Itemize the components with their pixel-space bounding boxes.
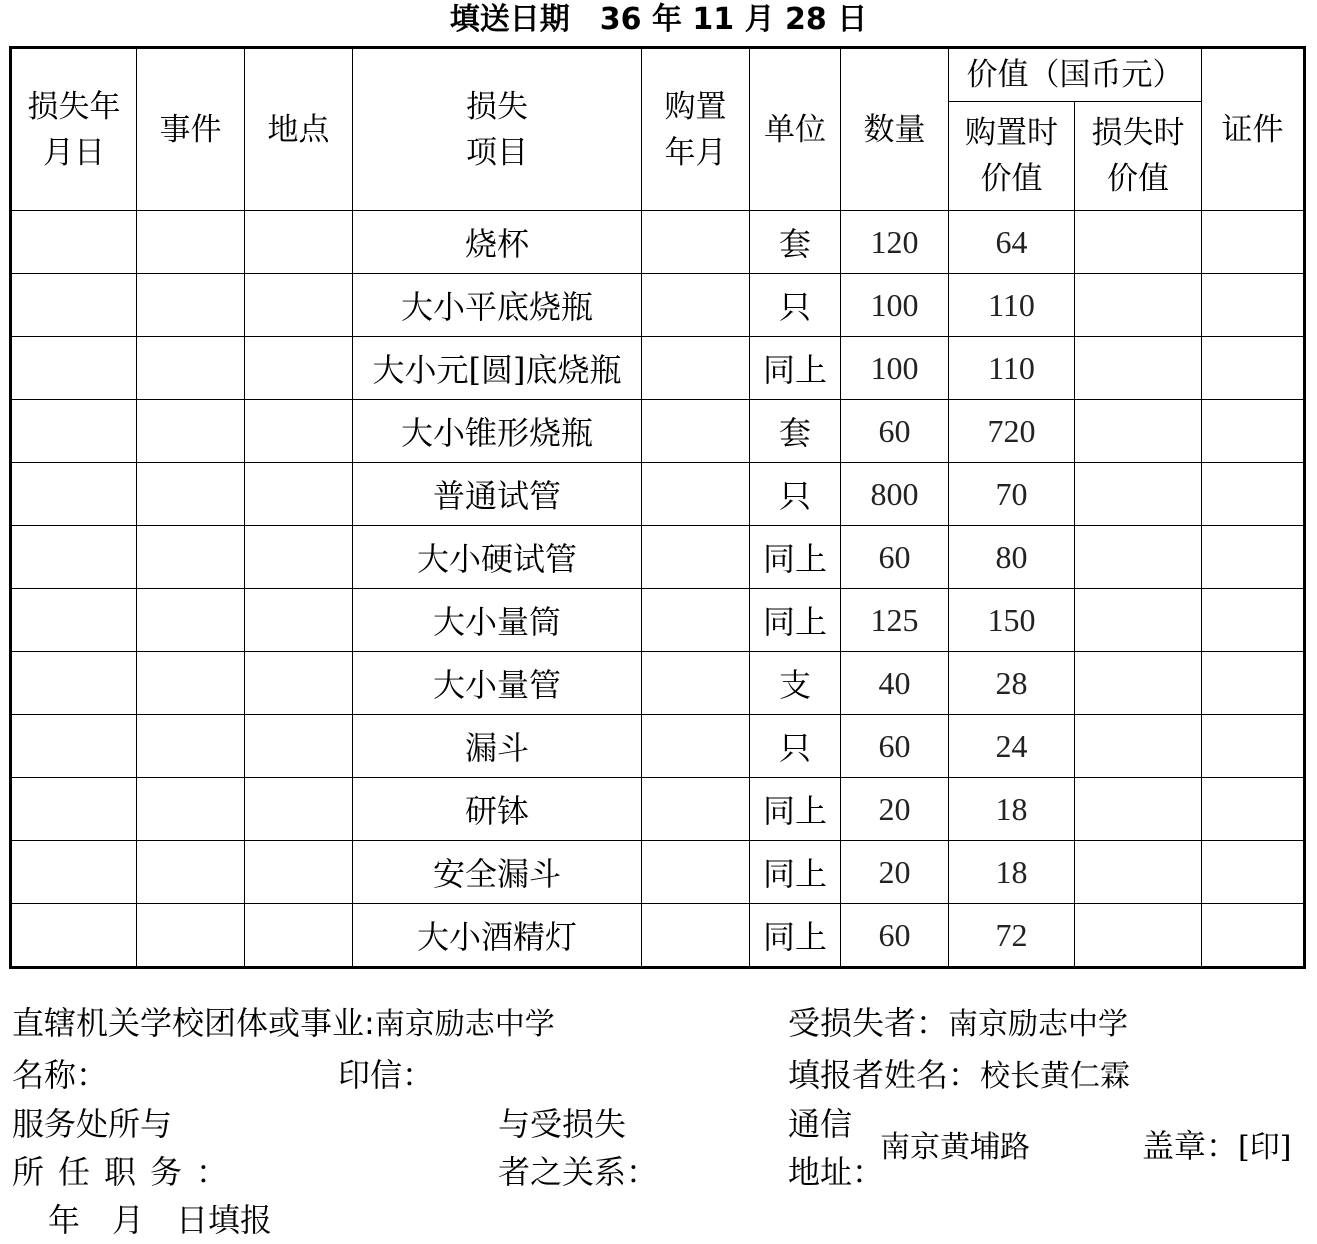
cell-event <box>137 904 245 968</box>
cell-purchase-date <box>642 589 750 652</box>
header-value-at-loss: 损失时价值 <box>1075 102 1202 211</box>
cell-place <box>245 778 353 841</box>
cell-event <box>137 211 245 274</box>
cell-quantity: 60 <box>841 904 949 968</box>
cell-value-at-purchase: 72 <box>949 904 1075 968</box>
cell-purchase-date <box>642 274 750 337</box>
cell-purchase-date <box>642 463 750 526</box>
cell-event <box>137 715 245 778</box>
header-loss-date: 损失年月日 <box>11 48 137 211</box>
cell-value-at-loss <box>1075 274 1202 337</box>
address-value-text: 南京黄埔路 <box>880 1130 1030 1165</box>
cell-purchase-date <box>642 841 750 904</box>
table-row <box>11 526 1305 589</box>
org-label: 直辖机关学校团体或事业 <box>12 1004 365 1042</box>
loss-report-table <box>9 46 1306 969</box>
table-row <box>11 274 1305 337</box>
cell-item: 大小酒精灯 <box>353 904 642 968</box>
victim-label: 受损失者： <box>788 1004 949 1042</box>
cell-unit: 同上 <box>750 337 841 400</box>
cell-purchase-date <box>642 778 750 841</box>
cell-place <box>245 652 353 715</box>
cell-event <box>137 337 245 400</box>
victim-value: 南京励志中学 <box>948 1007 1129 1042</box>
post-label-line1: 服务处所与 <box>12 1105 173 1143</box>
cell-unit: 套 <box>750 211 841 274</box>
cell-quantity: 20 <box>841 841 949 904</box>
cell-place <box>245 211 353 274</box>
cell-item: 漏斗 <box>353 715 642 778</box>
cell-certificate <box>1202 715 1305 778</box>
cell-event <box>137 589 245 652</box>
cell-value-at-purchase: 70 <box>949 463 1075 526</box>
address-label-line1: 通信 <box>788 1105 853 1143</box>
table-row <box>11 652 1305 715</box>
cell-unit: 套 <box>750 400 841 463</box>
cell-item: 大小锥形烧瓶 <box>353 400 642 463</box>
cell-value-at-purchase: 18 <box>949 778 1075 841</box>
cell-loss-date <box>11 778 137 841</box>
address-label-line2: 地址： <box>788 1153 885 1191</box>
cell-quantity: 40 <box>841 652 949 715</box>
relation-label-line2: 者之关系： <box>498 1153 659 1191</box>
cell-certificate <box>1202 589 1305 652</box>
cell-purchase-date <box>642 337 750 400</box>
cell-item: 普通试管 <box>353 463 642 526</box>
cell-value-at-purchase: 24 <box>949 715 1075 778</box>
cell-place <box>245 400 353 463</box>
cell-purchase-date <box>642 904 750 968</box>
relation-label-line1: 与受损失 <box>498 1105 627 1143</box>
reporter-value: 校长黄仁霖 <box>980 1059 1131 1094</box>
cell-unit: 只 <box>750 715 841 778</box>
cell-loss-date <box>11 463 137 526</box>
cell-loss-date <box>11 652 137 715</box>
cell-certificate <box>1202 778 1305 841</box>
cell-purchase-date <box>642 715 750 778</box>
header-place: 地点 <box>245 48 353 211</box>
header-value-group: 价值（国币元） <box>949 48 1202 102</box>
seal-label: 印信： <box>338 1056 435 1094</box>
cell-place <box>245 274 353 337</box>
header-quantity: 数量 <box>841 48 949 211</box>
cell-place <box>245 904 353 968</box>
cell-value-at-loss <box>1075 211 1202 274</box>
cell-loss-date <box>11 715 137 778</box>
header-unit: 单位 <box>750 48 841 211</box>
org-line <box>12 999 555 1049</box>
cell-value-at-loss <box>1075 463 1202 526</box>
cell-unit: 只 <box>750 274 841 337</box>
cell-item: 大小量管 <box>353 652 642 715</box>
cell-place <box>245 526 353 589</box>
cell-value-at-purchase: 80 <box>949 526 1075 589</box>
cell-loss-date <box>11 337 137 400</box>
cell-place <box>245 463 353 526</box>
cell-event <box>137 841 245 904</box>
table-row <box>11 841 1305 904</box>
cell-value-at-loss <box>1075 715 1202 778</box>
cell-event <box>137 652 245 715</box>
cell-quantity: 100 <box>841 274 949 337</box>
victim-line <box>788 999 1128 1049</box>
cell-value-at-loss <box>1075 841 1202 904</box>
cell-unit: 同上 <box>750 841 841 904</box>
cell-quantity: 125 <box>841 589 949 652</box>
reporter-line <box>788 1051 1130 1101</box>
cell-certificate <box>1202 904 1305 968</box>
org-value: 南京励志中学 <box>374 1007 555 1042</box>
cell-value-at-loss <box>1075 526 1202 589</box>
header-value-at-purchase: 购置时价值 <box>949 102 1075 211</box>
date-line: 年 月 日填报 <box>48 1201 273 1239</box>
stamp-label: 盖章： <box>1142 1127 1239 1165</box>
cell-value-at-loss <box>1075 400 1202 463</box>
post-label-line2: 所任职务： <box>12 1153 243 1191</box>
cell-unit: 同上 <box>750 904 841 968</box>
cell-quantity: 800 <box>841 463 949 526</box>
cell-quantity: 100 <box>841 337 949 400</box>
cell-purchase-date <box>642 400 750 463</box>
table-row <box>11 463 1305 526</box>
cell-loss-date <box>11 841 137 904</box>
cell-certificate <box>1202 274 1305 337</box>
cell-quantity: 120 <box>841 211 949 274</box>
org-colon: : <box>364 1004 375 1042</box>
cell-loss-date <box>11 274 137 337</box>
cell-certificate <box>1202 463 1305 526</box>
cell-value-at-purchase: 18 <box>949 841 1075 904</box>
cell-place <box>245 337 353 400</box>
cell-value-at-loss <box>1075 904 1202 968</box>
header-purchase-date: 购置年月 <box>642 48 750 211</box>
cell-quantity: 60 <box>841 715 949 778</box>
cell-place <box>245 715 353 778</box>
cell-item: 大小元[圆]底烧瓶 <box>353 337 642 400</box>
cell-event <box>137 400 245 463</box>
header-certificate: 证件 <box>1202 48 1305 211</box>
cell-value-at-loss <box>1075 652 1202 715</box>
cell-item: 大小硬试管 <box>353 526 642 589</box>
cell-loss-date <box>11 211 137 274</box>
cell-place <box>245 841 353 904</box>
cell-unit: 同上 <box>750 589 841 652</box>
cell-quantity: 20 <box>841 778 949 841</box>
cell-event <box>137 463 245 526</box>
cell-value-at-purchase: 28 <box>949 652 1075 715</box>
cell-item: 烧杯 <box>353 211 642 274</box>
cell-purchase-date <box>642 526 750 589</box>
header-item: 损失项目 <box>353 48 642 211</box>
table-row <box>11 904 1305 968</box>
stamp-line <box>1142 1122 1291 1172</box>
cell-value-at-loss <box>1075 337 1202 400</box>
stamp-value: [印] <box>1238 1130 1292 1165</box>
reporter-label: 填报者姓名： <box>788 1056 981 1094</box>
address-value <box>880 1122 1030 1172</box>
page-title: 填送日期 36 年 11 月 28 日 <box>449 2 868 37</box>
cell-loss-date <box>11 526 137 589</box>
table-row <box>11 337 1305 400</box>
cell-item: 大小平底烧瓶 <box>353 274 642 337</box>
cell-value-at-purchase: 150 <box>949 589 1075 652</box>
cell-value-at-purchase: 720 <box>949 400 1075 463</box>
cell-certificate <box>1202 841 1305 904</box>
cell-certificate <box>1202 211 1305 274</box>
cell-certificate <box>1202 652 1305 715</box>
table-row <box>11 778 1305 841</box>
cell-item: 安全漏斗 <box>353 841 642 904</box>
cell-unit: 同上 <box>750 778 841 841</box>
cell-loss-date <box>11 589 137 652</box>
cell-quantity: 60 <box>841 526 949 589</box>
cell-certificate <box>1202 400 1305 463</box>
cell-unit: 只 <box>750 463 841 526</box>
cell-certificate <box>1202 526 1305 589</box>
cell-value-at-loss <box>1075 589 1202 652</box>
cell-value-at-purchase: 110 <box>949 274 1075 337</box>
cell-unit: 同上 <box>750 526 841 589</box>
cell-unit: 支 <box>750 652 841 715</box>
cell-event <box>137 274 245 337</box>
cell-purchase-date <box>642 652 750 715</box>
cell-item: 大小量筒 <box>353 589 642 652</box>
cell-item: 研钵 <box>353 778 642 841</box>
cell-value-at-loss <box>1075 778 1202 841</box>
header-event: 事件 <box>137 48 245 211</box>
cell-event <box>137 778 245 841</box>
table-row <box>11 589 1305 652</box>
cell-place <box>245 589 353 652</box>
name-label: 名称： <box>12 1056 109 1094</box>
table-row <box>11 715 1305 778</box>
table-body <box>11 211 1305 968</box>
cell-value-at-purchase: 110 <box>949 337 1075 400</box>
cell-certificate <box>1202 337 1305 400</box>
cell-loss-date <box>11 904 137 968</box>
cell-value-at-purchase: 64 <box>949 211 1075 274</box>
cell-quantity: 60 <box>841 400 949 463</box>
cell-purchase-date <box>642 211 750 274</box>
cell-loss-date <box>11 400 137 463</box>
table-row <box>11 211 1305 274</box>
table-row <box>11 400 1305 463</box>
cell-event <box>137 526 245 589</box>
